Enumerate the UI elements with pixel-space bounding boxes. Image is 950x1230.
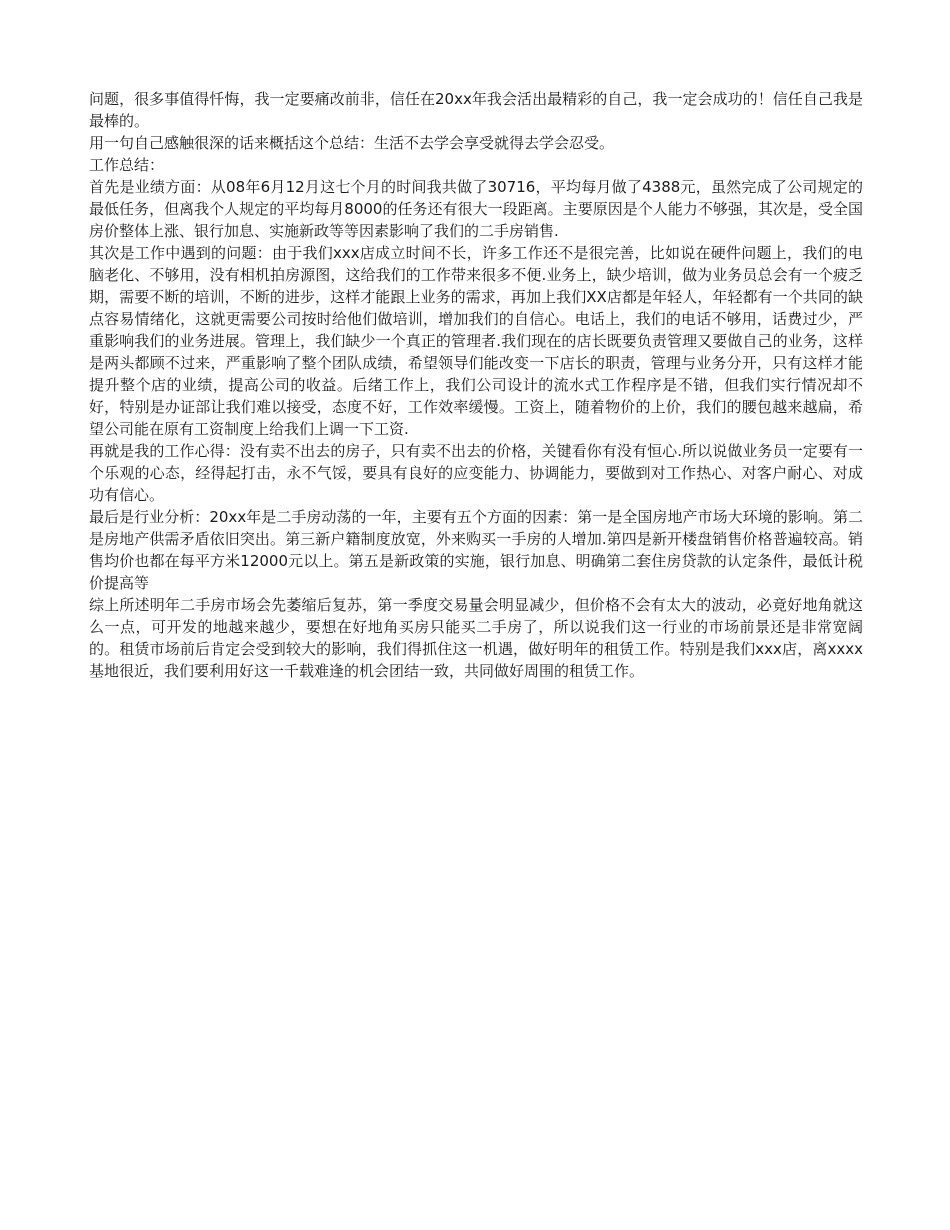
section-heading-work-summary: 工作总结： [89, 156, 165, 174]
paragraph-summary-quote: 用一句自己感触很深的话来概括这个总结：生活不去学会享受就得去学会忍受。 [89, 134, 615, 152]
paragraph-closing-reflection: 问题，很多事值得忏悔，我一定要痛改前非，信任在20xx年我会活出最精彩的自己，我一定会成功的！信任自己我是最棒的。 [89, 90, 863, 130]
paragraph-industry-analysis: 最后是行业分析：20xx年是二手房动荡的一年，主要有五个方面的因素：第一是全国房地产市场大环境的影响。第二是房地产供需矛盾依旧突出。第三新户籍制度放宽，外来购买一手房的人增加.第四是新开楼盘销售价格普遍较高。销售均价也都在每平方米12000元以上。第五是新政策的实施，银行加息、明确第二套住房贷款的认定条件，最低计税价提高等 [89, 508, 863, 592]
paragraph-work-experience: 再就是我的工作心得：没有卖不出去的房子，只有卖不出去的价格，关键看你有没有恒心.所以说做业务员一定要有一个乐观的心态，经得起打击，永不气馁，要具有良好的应变能力、协调能力，要做到对工作热心、对客户耐心、对成功有信心。 [89, 442, 863, 504]
paragraph-work-problems: 其次是工作中遇到的问题：由于我们xxx店成立时间不长，许多工作还不是很完善，比如说在硬件问题上，我们的电脑老化、不够用，没有相机拍房源图，这给我们的工作带来很多不便.业务上，缺少培训，做为业务员总会有一个疲乏期，需要不断的培训，不断的进步，这样才能跟上业务的需求，再加上我们XX店都是年轻人，年轻都有一个共同的缺点容易情绪化，这就更需要公司按时给他们做培训，增加我们的自信心。电话上，我们的电话不够用，话费过少，严重影响我们的业务进展。管理上，我们缺少一个真正的管理者.我们现在的店长既要负责管理又要做自己的业务，这样是两头都顾不过来，严重影响了整个团队成绩，希望领导们能改变一下店长的职责，管理与业务分开，只有这样才能提升整个店的业绩，提高公司的收益。后绪工作上，我们公司设计的流水式工作程序是不错，但我们实行情况却不好，特别是办证部让我们难以接受，态度不好，工作效率缓慢。工资上，随着物价的上价，我们的腰包越来越扁，希望公司能在原有工资制度上给我们上调一下工资. [89, 244, 863, 438]
document-body [89, 88, 863, 682]
paragraph-performance: 首先是业绩方面：从08年6月12月这七个月的时间我共做了30716，平均每月做了4388元，虽然完成了公司规定的最低任务，但离我个人规定的平均每月8000的任务还有很大一段距离。主要原因是个人能力不够强，其次是，受全国房价整体上涨、银行加息、实施新政等等因素影响了我们的二手房销售. [89, 178, 863, 240]
paragraph-market-outlook: 综上所述明年二手房市场会先萎缩后复苏，第一季度交易量会明显减少，但价格不会有太大的波动，必竟好地角就这么一点，可开发的地越来越少，要想在好地角买房只能买二手房了，所以说我们这一行业的市场前景还是非常宽阔的。租赁市场前后肯定会受到较大的影响，我们得抓住这一机遇，做好明年的租赁工作。特别是我们xxx店，离xxxx基地很近，我们要利用好这一千载难逢的机会团结一致，共同做好周围的租赁工作。 [89, 596, 863, 680]
